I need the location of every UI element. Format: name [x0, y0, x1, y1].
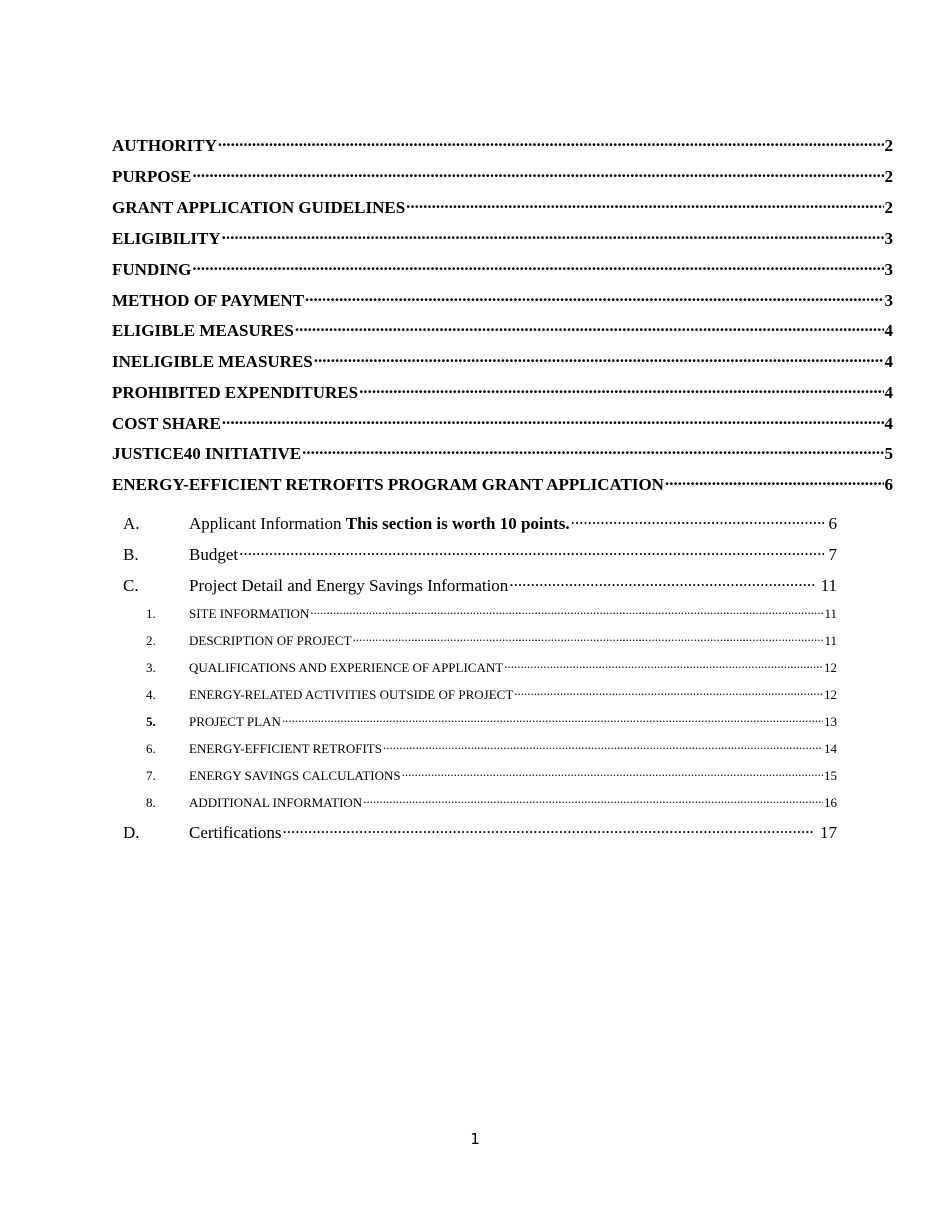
- toc-entry-grant-application-guidelines[interactable]: [112, 196, 893, 218]
- subsection-number: 1.: [146, 606, 156, 621]
- subsection-page: 13: [824, 714, 837, 729]
- section-label: Certifications: [189, 823, 282, 842]
- toc-subsection-2[interactable]: [146, 632, 837, 649]
- toc-entry-label: GRANT APPLICATION GUIDELINES: [112, 198, 406, 217]
- dot-leader: [218, 134, 884, 151]
- toc-section-d[interactable]: [123, 821, 837, 843]
- toc-entry-label: METHOD OF PAYMENT: [112, 291, 305, 310]
- toc-entry-page: 4: [884, 352, 893, 371]
- toc-entry-page: 6: [884, 475, 893, 494]
- page-number: 1: [470, 1130, 480, 1148]
- section-letter: A.: [123, 514, 140, 533]
- toc-entry-label: PURPOSE: [112, 167, 192, 186]
- toc-entry-eligible-measures[interactable]: [112, 319, 893, 341]
- subsection-number: 6.: [146, 741, 156, 756]
- toc-subsection-1[interactable]: [146, 605, 837, 622]
- section-label: [189, 514, 570, 534]
- subsection-label: SITE INFORMATION: [189, 606, 310, 621]
- dot-leader: [353, 632, 824, 645]
- dot-leader: [665, 473, 884, 490]
- dot-leader: [222, 412, 884, 429]
- toc-entry-eligibility[interactable]: [112, 227, 893, 249]
- toc-entry-label: ENERGY-EFFICIENT RETROFITS PROGRAM GRANT APPLICATION: [112, 475, 664, 494]
- toc-entry-page: 4: [884, 321, 893, 340]
- subsection-label: ENERGY-EFFICIENT RETROFITS: [189, 741, 382, 756]
- subsection-page: 15: [824, 768, 837, 783]
- subsection-label: ENERGY-RELATED ACTIVITIES OUTSIDE OF PROJECT: [189, 687, 514, 702]
- dot-leader: [310, 605, 823, 618]
- dot-leader: [406, 196, 883, 213]
- subsection-label: QUALIFICATIONS AND EXPERIENCE OF APPLICANT: [189, 660, 504, 675]
- toc-entry-page: 4: [884, 414, 893, 433]
- toc-subsection-7[interactable]: [146, 767, 837, 784]
- subsection-page: 14: [824, 741, 837, 756]
- section-label: Budget: [189, 545, 239, 564]
- toc-subsection-6[interactable]: [146, 740, 837, 757]
- toc-entry-page: 5: [884, 444, 893, 463]
- section-label: Project Detail and Energy Savings Information: [189, 576, 509, 595]
- toc-subsection-3[interactable]: [146, 659, 837, 676]
- toc-section-c[interactable]: [123, 574, 837, 596]
- dot-leader: [363, 794, 823, 807]
- dot-leader: [359, 381, 883, 398]
- subsection-label: PROJECT PLAN: [189, 714, 281, 729]
- toc-entry-page: 2: [884, 198, 893, 217]
- section-label-emphasis: This section is worth 10 points.: [345, 514, 570, 533]
- dot-leader: [402, 767, 823, 780]
- dot-leader: [571, 512, 824, 529]
- toc-section-b[interactable]: [123, 543, 837, 565]
- toc-entry-method-of-payment[interactable]: [112, 289, 893, 311]
- dot-leader: [305, 289, 883, 306]
- dot-leader: [314, 350, 884, 367]
- dot-leader: [192, 165, 883, 182]
- section-page: 7: [828, 545, 837, 564]
- toc-entry-page: 3: [884, 291, 893, 310]
- subsection-number: 7.: [146, 768, 156, 783]
- dot-leader: [222, 227, 884, 244]
- toc-entry-label: FUNDING: [112, 260, 192, 279]
- toc-entry-label: AUTHORITY: [112, 136, 217, 155]
- dot-leader: [504, 659, 823, 672]
- toc-entry-prohibited-expenditures[interactable]: [112, 381, 893, 403]
- subsection-page: 11: [824, 606, 837, 621]
- toc-subsection-4[interactable]: [146, 686, 837, 703]
- toc-entry-justice40-initiative[interactable]: [112, 442, 893, 464]
- subsection-page: 12: [824, 660, 837, 675]
- subsection-number: 4.: [146, 687, 156, 702]
- section-letter: D.: [123, 823, 140, 842]
- section-page: 6: [828, 514, 837, 533]
- section-label-text: Applicant Information: [189, 514, 342, 533]
- section-letter: C.: [123, 576, 139, 595]
- toc-entry-label: ELIGIBLE MEASURES: [112, 321, 294, 340]
- toc-subsection-8[interactable]: [146, 794, 837, 811]
- toc-entry-label: COST SHARE: [112, 414, 221, 433]
- subsection-label: DESCRIPTION OF PROJECT: [189, 633, 352, 648]
- subsection-page: 11: [824, 633, 837, 648]
- subsection-label: ENERGY SAVINGS CALCULATIONS: [189, 768, 401, 783]
- toc-entry-label: ELIGIBILITY: [112, 229, 221, 248]
- dot-leader: [239, 543, 823, 560]
- dot-leader: [302, 442, 883, 459]
- toc-entry-funding[interactable]: [112, 258, 893, 280]
- toc-entry-page: 2: [884, 136, 893, 155]
- toc-entry-page: 4: [884, 383, 893, 402]
- toc-entry-label: JUSTICE40 INITIATIVE: [112, 444, 302, 463]
- section-page: 17: [820, 823, 837, 842]
- subsection-page: 12: [824, 687, 837, 702]
- toc-entry-label: PROHIBITED EXPENDITURES: [112, 383, 359, 402]
- section-page: 11: [820, 576, 837, 595]
- subsection-number: 8.: [146, 795, 156, 810]
- dot-leader: [192, 258, 883, 275]
- toc-subsection-5[interactable]: [146, 713, 837, 730]
- toc-entry-page: 3: [884, 260, 893, 279]
- toc-entry-label: INELIGIBLE MEASURES: [112, 352, 313, 371]
- toc-entry-grant-application[interactable]: [112, 473, 893, 495]
- toc-section-a[interactable]: [123, 512, 837, 534]
- toc-entry-authority[interactable]: [112, 134, 893, 156]
- section-letter: B.: [123, 545, 139, 564]
- toc-entry-page: 3: [884, 229, 893, 248]
- subsection-number: 3.: [146, 660, 156, 675]
- subsection-number: 2.: [146, 633, 156, 648]
- dot-leader: [514, 686, 823, 699]
- subsection-label: ADDITIONAL INFORMATION: [189, 795, 363, 810]
- dot-leader: [295, 319, 884, 336]
- toc-entry-cost-share[interactable]: [112, 412, 893, 434]
- dot-leader: [509, 574, 815, 591]
- dot-leader: [282, 713, 823, 726]
- subsection-number: 5.: [146, 714, 156, 729]
- toc-entry-ineligible-measures[interactable]: [112, 350, 893, 372]
- toc-entry-page: 2: [884, 167, 893, 186]
- dot-leader: [383, 740, 823, 753]
- toc-entry-purpose[interactable]: [112, 165, 893, 187]
- dot-leader: [283, 821, 815, 838]
- subsection-page: 16: [824, 795, 837, 810]
